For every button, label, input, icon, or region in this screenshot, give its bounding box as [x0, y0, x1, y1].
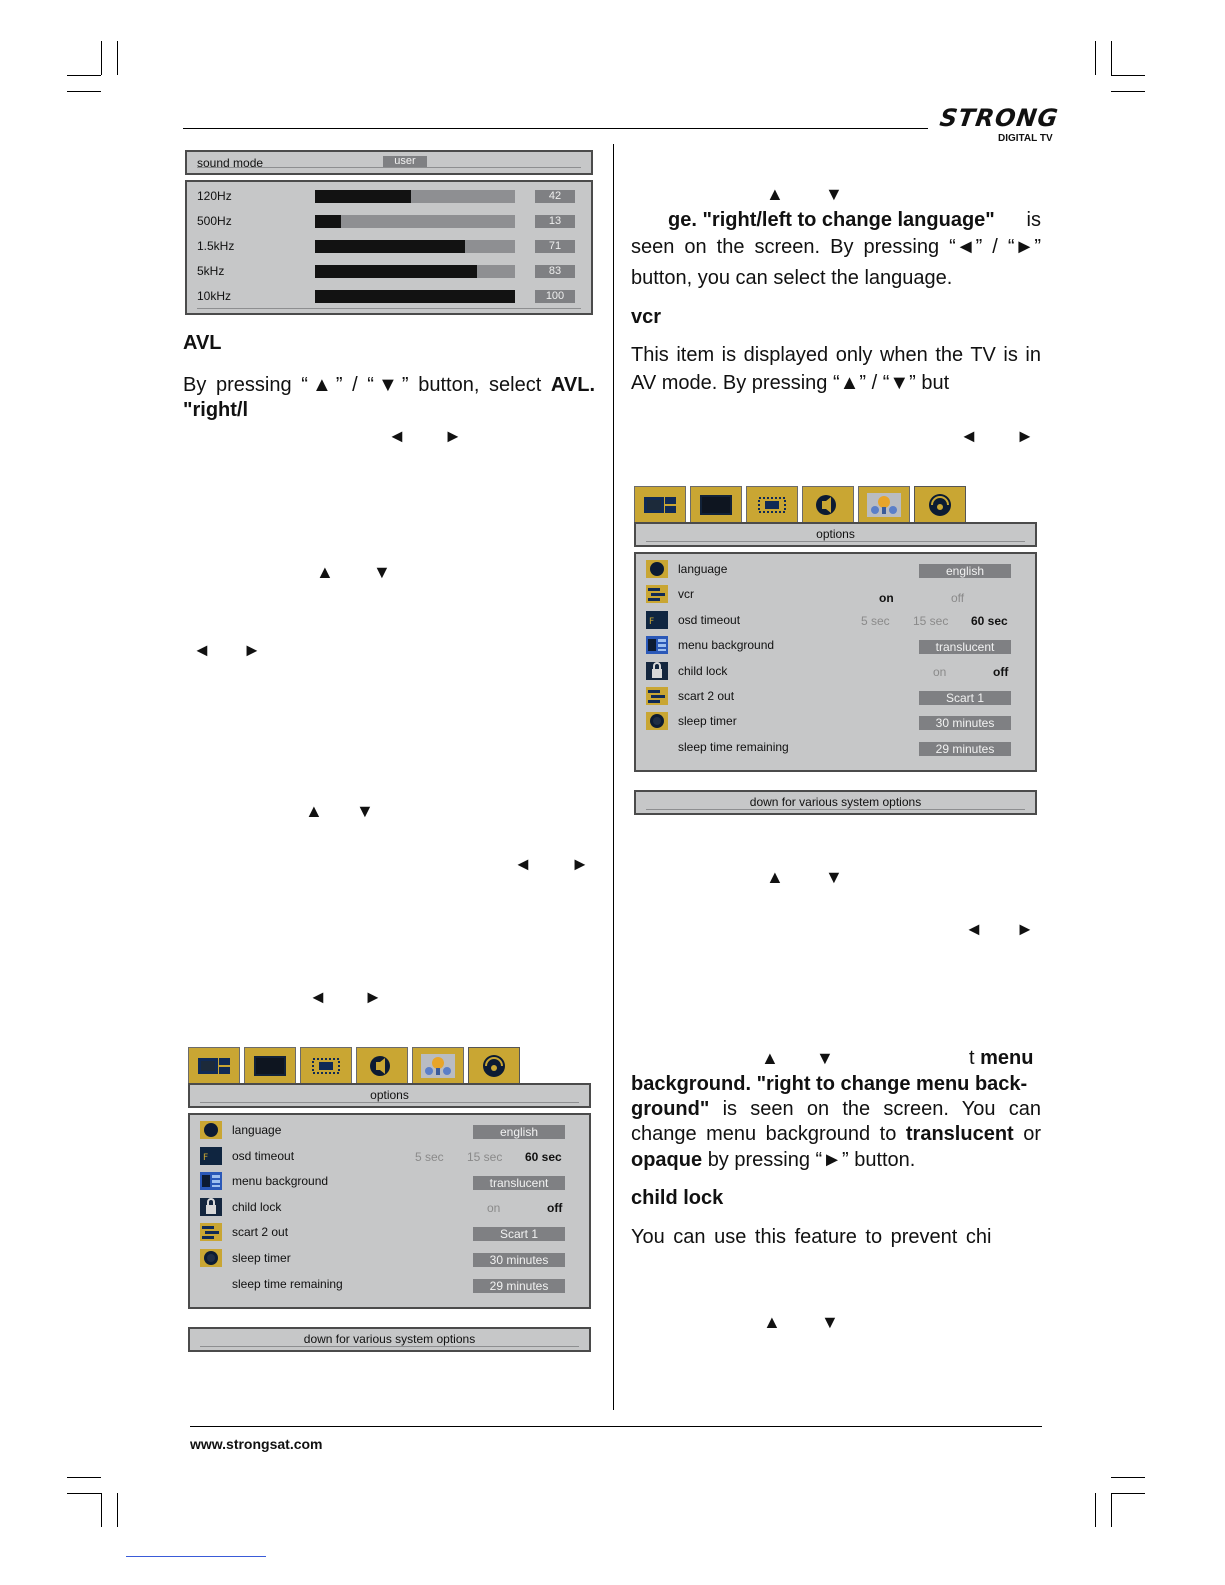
- picture-tab-icon: [197, 1054, 231, 1078]
- eq-band-slider-fill: [315, 240, 465, 253]
- menu-bg-text-4-bold: translucent: [905, 1123, 1014, 1145]
- eq-band-label: 1.5kHz: [197, 239, 235, 253]
- options-hint-bar: [188, 1327, 591, 1352]
- options-row[interactable]: [636, 687, 1035, 709]
- options-row-label: sleep time remaining: [678, 740, 789, 754]
- option-choice[interactable]: on: [487, 1201, 501, 1215]
- option-choice-selected[interactable]: off: [993, 665, 1009, 679]
- globe-icon: [200, 1121, 222, 1139]
- vcr-heading: vcr: [631, 306, 662, 328]
- options-row-label: child lock: [232, 1200, 282, 1214]
- options-row-value[interactable]: 29 minutes: [919, 742, 1011, 756]
- sound-mode-panel: [185, 150, 593, 175]
- language-text-2: seen on the screen. By pressing “◄” / “►”: [631, 236, 1041, 258]
- left-arrow-glyph: ◄: [514, 854, 532, 874]
- left-arrow-glyph: ◄: [965, 919, 983, 939]
- options-row-value[interactable]: translucent: [919, 640, 1011, 654]
- down-arrow-glyph: ▼: [356, 801, 374, 821]
- options-row-label: sleep time remaining: [232, 1277, 343, 1291]
- avl-heading: AVL: [183, 332, 222, 354]
- feature-tab-icon: [421, 1054, 455, 1078]
- language-text-1-bold: ge. "right/left to change language": [668, 209, 995, 231]
- left-arrow-glyph: ◄: [309, 987, 327, 1007]
- eq-band-slider-fill: [315, 190, 411, 203]
- options-row[interactable]: [636, 662, 1035, 684]
- down-arrow-glyph: ▼: [825, 867, 843, 887]
- crop-mark: [1111, 1493, 1145, 1494]
- down-arrow-glyph: ▼: [373, 562, 391, 582]
- menu-bg-bold-3: ground": [631, 1098, 710, 1120]
- eq-band-value: 71: [535, 240, 575, 253]
- left-arrow-glyph: ◄: [960, 426, 978, 446]
- options-hint-bar: [634, 790, 1037, 815]
- up-arrow-glyph: ▲: [766, 184, 784, 204]
- menu-bg-text-4-a: change menu background to: [631, 1123, 897, 1145]
- crop-mark: [1095, 41, 1096, 75]
- options-row[interactable]: [190, 1275, 589, 1297]
- sound-mode-label: sound mode: [197, 156, 264, 170]
- crop-mark: [1111, 1493, 1112, 1527]
- column-divider: [613, 144, 614, 1410]
- timeout-icon: [646, 611, 668, 629]
- options-row-value[interactable]: Scart 1: [473, 1227, 565, 1241]
- menu-bg-text-2: background. "right to change menu back-: [631, 1073, 1028, 1095]
- eq-band-slider[interactable]: [315, 190, 515, 203]
- timeout-icon: [200, 1147, 222, 1165]
- screen-tab-icon: [253, 1054, 287, 1078]
- options-row-label: menu background: [678, 638, 775, 652]
- right-arrow-glyph: ►: [444, 426, 462, 446]
- option-choice-selected[interactable]: 60 sec: [525, 1150, 562, 1164]
- options-row[interactable]: [636, 560, 1035, 582]
- right-arrow-glyph: ►: [364, 987, 382, 1007]
- eq-band-value: 100: [535, 290, 575, 303]
- options-row-value[interactable]: 30 minutes: [919, 716, 1011, 730]
- options-row-label: scart 2 out: [678, 689, 735, 703]
- crop-mark: [1111, 75, 1145, 76]
- footer-rule: [190, 1426, 1042, 1427]
- tab-channel[interactable]: [746, 486, 798, 522]
- bottom-link-underline: [126, 1556, 266, 1557]
- menu-bg-text-5: [631, 1147, 915, 1173]
- options-row-value[interactable]: Scart 1: [919, 691, 1011, 705]
- crop-mark: [1111, 91, 1145, 92]
- child-lock-text-1: You can use this feature to prevent chi: [631, 1226, 992, 1248]
- header-rule: [183, 128, 928, 129]
- tab-picture[interactable]: [188, 1047, 240, 1083]
- option-choice[interactable]: 5 sec: [415, 1150, 444, 1164]
- options-row[interactable]: [636, 585, 1035, 607]
- option-choice[interactable]: on: [933, 665, 947, 679]
- options-row-label: osd timeout: [678, 613, 741, 627]
- options-tab-icon: [923, 493, 957, 517]
- options-row-label: scart 2 out: [232, 1225, 289, 1239]
- options-row-label: menu background: [232, 1174, 329, 1188]
- eq-band-slider-fill: [315, 290, 515, 303]
- footer-url[interactable]: www.strongsat.com: [190, 1436, 323, 1452]
- eq-band-slider[interactable]: [315, 240, 515, 253]
- options-row[interactable]: [190, 1121, 589, 1143]
- child-lock-heading: child lock: [631, 1187, 724, 1209]
- menu-background-icon: [646, 636, 668, 654]
- options-row-value[interactable]: 30 minutes: [473, 1253, 565, 1267]
- eq-band-slider[interactable]: [315, 215, 515, 228]
- lock-icon: [200, 1198, 222, 1216]
- eq-band-slider-fill: [315, 265, 477, 278]
- language-text-1-tail: is: [1026, 209, 1041, 231]
- eq-band-slider[interactable]: [315, 290, 515, 303]
- language-text-3: button, you can select the language.: [631, 267, 953, 289]
- options-row[interactable]: [190, 1172, 589, 1194]
- option-choice-selected[interactable]: 60 sec: [971, 614, 1008, 628]
- crop-mark: [67, 1477, 101, 1478]
- crop-mark: [67, 1493, 101, 1494]
- vcr-text-2: AV mode. By pressing “▲” / “▼” but: [631, 372, 950, 394]
- menu-bg-text-3-tail: is seen on the screen. You can: [722, 1098, 1042, 1120]
- left-arrow-glyph: ◄: [193, 640, 211, 660]
- down-arrow-glyph: ▼: [825, 184, 843, 204]
- sleep-timer-icon: [200, 1249, 222, 1267]
- up-arrow-glyph: ▲: [763, 1312, 781, 1332]
- options-row-label: language: [232, 1123, 282, 1137]
- menu-bg-text-5-bold: opaque: [631, 1149, 703, 1171]
- eq-band-label: 120Hz: [197, 189, 232, 203]
- options-title: options: [816, 527, 855, 541]
- up-arrow-glyph: ▲: [766, 867, 784, 887]
- screen-tab-icon: [699, 493, 733, 517]
- menu-bg-text-5-tail: by pressing “►” button.: [707, 1149, 916, 1171]
- crop-mark: [67, 91, 101, 92]
- tab-sound[interactable]: [356, 1047, 408, 1083]
- picture-tab-icon: [643, 493, 677, 517]
- menu-background-icon: [200, 1172, 222, 1190]
- options-row-label: language: [678, 562, 728, 576]
- sleep-timer-icon: [646, 712, 668, 730]
- eq-band-label: 5kHz: [197, 264, 225, 278]
- option-choice[interactable]: 15 sec: [913, 614, 949, 628]
- menu-bg-text-4: [631, 1121, 1041, 1147]
- crop-mark: [101, 1493, 102, 1527]
- vcr-icon: [646, 585, 668, 603]
- down-arrow-glyph: ▼: [816, 1048, 834, 1068]
- menu-bg-bold-1: menu: [980, 1047, 1034, 1069]
- menu-bg-text-3: [631, 1096, 1041, 1122]
- options-row-label: child lock: [678, 664, 728, 678]
- option-choice-selected[interactable]: off: [547, 1201, 563, 1215]
- avl-text-1-bold: AVL.: [550, 374, 595, 396]
- menu-bg-text-4-b: or: [1023, 1123, 1042, 1145]
- crop-mark: [67, 75, 101, 76]
- right-arrow-glyph: ►: [571, 854, 589, 874]
- eq-band-label: 10kHz: [197, 289, 232, 303]
- eq-band-slider-fill: [315, 215, 341, 228]
- tab-feature[interactable]: [858, 486, 910, 522]
- options-row-label: sleep timer: [678, 714, 737, 728]
- brand-logo-subtitle: DIGITAL TV: [998, 133, 1053, 144]
- options-hint: down for various system options: [303, 1332, 476, 1346]
- up-arrow-glyph: ▲: [316, 562, 334, 582]
- eq-band-value: 42: [535, 190, 575, 203]
- left-arrow-glyph: ◄: [388, 426, 406, 446]
- avl-text-1: By pressing “▲” / “▼” button, select: [183, 374, 542, 396]
- options-row[interactable]: [190, 1198, 589, 1220]
- options-row[interactable]: [190, 1249, 589, 1271]
- options-title: options: [370, 1088, 409, 1102]
- eq-band-slider[interactable]: [315, 265, 515, 278]
- options-row-value[interactable]: english: [473, 1125, 565, 1139]
- options-row[interactable]: [190, 1223, 589, 1245]
- right-arrow-glyph: ►: [243, 640, 261, 660]
- svg-text:F: F: [203, 1153, 209, 1163]
- options-row[interactable]: [636, 738, 1035, 760]
- channel-tab-icon: [309, 1054, 343, 1078]
- brand-logo: STRONG: [938, 104, 1061, 132]
- options-row-value[interactable]: english: [919, 564, 1011, 578]
- scart-icon: [200, 1223, 222, 1241]
- eq-band-value: 83: [535, 265, 575, 278]
- down-arrow-glyph: ▼: [821, 1312, 839, 1332]
- lock-icon: [646, 662, 668, 680]
- right-arrow-glyph: ►: [1016, 426, 1034, 446]
- options-tab-icon: [477, 1054, 511, 1078]
- options-row-value[interactable]: translucent: [473, 1176, 565, 1190]
- options-row-label: sleep timer: [232, 1251, 291, 1265]
- feature-tab-icon: [867, 493, 901, 517]
- options-hint: down for various system options: [749, 795, 922, 809]
- options-row[interactable]: [190, 1147, 589, 1169]
- scart-icon: [646, 687, 668, 705]
- options-row[interactable]: [636, 636, 1035, 658]
- option-choice[interactable]: 5 sec: [861, 614, 890, 628]
- options-title-bar: [188, 1083, 591, 1108]
- tab-screen[interactable]: [690, 486, 742, 522]
- sound-tab-icon: [365, 1054, 399, 1078]
- options-row-value[interactable]: 29 minutes: [473, 1279, 565, 1293]
- sound-mode-value: user: [383, 156, 427, 167]
- crop-mark: [1111, 1477, 1145, 1478]
- option-choice[interactable]: 15 sec: [467, 1150, 503, 1164]
- option-choice-selected[interactable]: on: [879, 591, 894, 605]
- tab-feature[interactable]: [412, 1047, 464, 1083]
- tab-channel[interactable]: [300, 1047, 352, 1083]
- equalizer-panel: [185, 180, 593, 315]
- globe-icon: [646, 560, 668, 578]
- options-row-label: vcr: [678, 587, 694, 601]
- option-choice[interactable]: off: [951, 591, 965, 605]
- menu-bg-t: t: [969, 1047, 975, 1069]
- channel-tab-icon: [755, 493, 789, 517]
- crop-mark: [117, 1493, 118, 1527]
- tab-sound[interactable]: [802, 486, 854, 522]
- language-text-1: [631, 207, 1041, 233]
- tab-screen[interactable]: [244, 1047, 296, 1083]
- up-arrow-glyph: ▲: [761, 1048, 779, 1068]
- options-row-label: osd timeout: [232, 1149, 295, 1163]
- options-row[interactable]: [636, 611, 1035, 633]
- sound-tab-icon: [811, 493, 845, 517]
- tab-options[interactable]: [468, 1047, 520, 1083]
- options-list: [188, 1113, 591, 1309]
- avl-text: [183, 372, 595, 398]
- options-row[interactable]: [636, 712, 1035, 734]
- crop-mark: [101, 41, 102, 75]
- options-title-bar: [634, 522, 1037, 547]
- crop-mark: [1095, 1493, 1096, 1527]
- eq-band-label: 500Hz: [197, 214, 232, 228]
- avl-text-2: "right/l: [183, 399, 249, 421]
- options-list: [634, 552, 1037, 772]
- right-arrow-glyph: ►: [1016, 919, 1034, 939]
- eq-band-value: 13: [535, 215, 575, 228]
- tab-picture[interactable]: [634, 486, 686, 522]
- up-arrow-glyph: ▲: [305, 801, 323, 821]
- menu-bg-text-1: [969, 1045, 1033, 1071]
- vcr-text-1: This item is displayed only when the TV is in: [631, 344, 1041, 366]
- tab-options[interactable]: [914, 486, 966, 522]
- svg-text:F: F: [649, 617, 655, 627]
- crop-mark: [1111, 41, 1112, 75]
- crop-mark: [117, 41, 118, 75]
